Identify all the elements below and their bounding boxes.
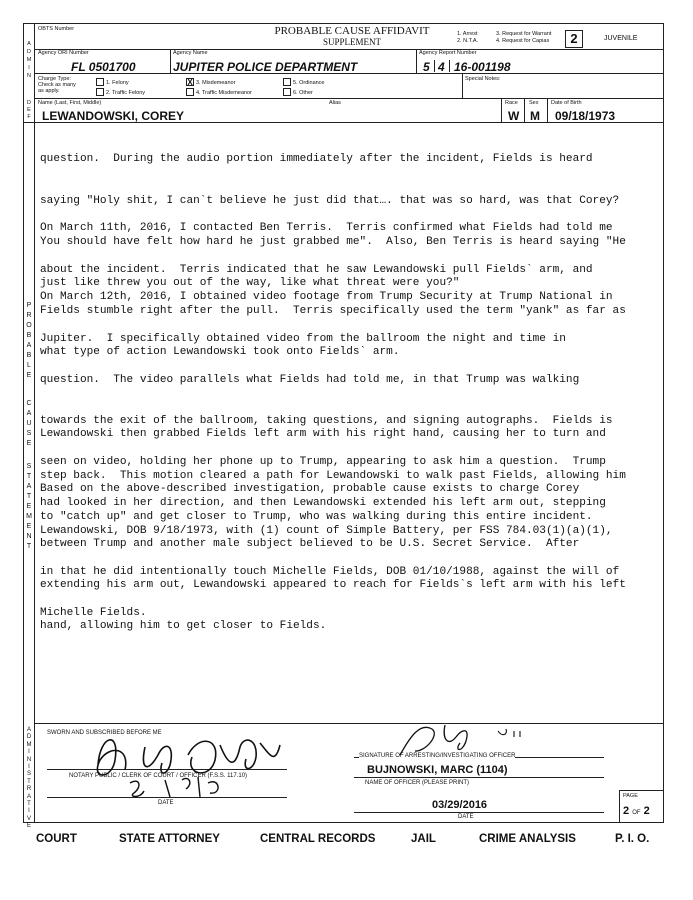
side-label-def: D E F (27, 100, 31, 120)
defendant-name: LEWANDOWSKI, COREY (42, 109, 185, 123)
officer-name-label: NAME OF OFFICER (PLEASE PRINT) (365, 780, 470, 786)
option-capias: 4. Request for Capias (496, 38, 550, 44)
page-box (619, 790, 664, 823)
narrative-line: seen on video, holding her phone up to Trump, appearing to ask him a question. Trump (40, 455, 606, 468)
officer-date-label: DATE (458, 814, 474, 820)
dob-value: 09/18/1973 (555, 109, 616, 123)
sex-label: Sex (529, 100, 539, 106)
side-label-cause: C A U S E (26, 400, 32, 447)
form-title-line2: SUPPLEMENT (322, 37, 381, 47)
side-label-admin: A D M I N (26, 41, 32, 79)
narrative-line: what type of action Lewandowski took onto Fields` arm. (40, 345, 400, 358)
traffic-misdemeanor-checkbox[interactable] (186, 88, 194, 96)
narrative-line: question. During the audio portion immediately after the incident, Fields is heard (40, 153, 593, 166)
other-checkbox[interactable] (283, 88, 291, 96)
distribution-jail: JAIL (411, 833, 436, 845)
narrative-line: Lewandowski, DOB 9/18/1973, with (1) count of Simple Battery, per FSS 784.03(1)(a)(1), (40, 524, 613, 537)
narrative-line: Based on the above-described investigation, probable cause exists to charge Corey (40, 483, 580, 496)
narrative-paragraph-5 (40, 456, 640, 634)
narrative-line: in that he did intentionally touch Michelle Fields, DOB 01/10/1988, against the will of (40, 565, 620, 578)
race-label: Race (505, 100, 518, 106)
charge-type-label-3: as apply. (38, 88, 60, 94)
traffic-misdemeanor-label: 4. Traffic Misdemeanor (196, 90, 252, 96)
narrative-line: just like threw you out of the way, like what threat were you?" (40, 276, 460, 289)
special-notes-label: Special Notes: (465, 76, 501, 82)
narrative-line: to "catch up" and get closer to Trump, who was walking during this entire incident. (40, 510, 593, 523)
charge-type-label (38, 76, 76, 94)
officer-signature-scribble (390, 717, 540, 762)
sworn-label: SWORN AND SUBSCRIBED BEFORE ME (47, 730, 162, 736)
notary-signature-scribble (70, 725, 290, 805)
charge-type-label-2: Check as many (38, 82, 76, 88)
traffic-felony-label: 2. Traffic Felony (106, 90, 146, 96)
report-number: 16-001198 (454, 60, 511, 74)
option-nta: 2. N.T.A. (457, 38, 479, 44)
sworn-date-label: DATE (158, 800, 174, 806)
narrative-line: Michelle Fields. (40, 606, 147, 619)
notary-label: NOTARY PUBLIC / CLERK OF COURT / OFFICER (F.S.S. 117.10) (69, 773, 248, 779)
narrative-line: question. The video parallels what Fields had told me, in that Trump was walking (40, 373, 580, 386)
narrative-line: about the incident. Terris indicated that he saw Lewandowski pull Fields` arm, and (40, 263, 593, 276)
side-label-probable: P R O B A B L E (26, 302, 32, 379)
narrative-line: On March 11th, 2016, I contacted Ben Terris. Terris confirmed what Fields had told me (40, 222, 613, 235)
dob-label: Date of Birth (551, 100, 582, 106)
signature-label: SIGNATURE OF ARRESTING/INVESTIGATING OFFICER (359, 753, 516, 759)
distribution-state-attorney: STATE ATTORNEY (119, 833, 220, 845)
felony-checkbox[interactable] (96, 78, 104, 86)
defendant-name-label: Name (Last, First, Middle) (38, 100, 102, 106)
narrative-line: hand, allowing him to get closer to Fields. (40, 620, 327, 633)
other-label: 6. Other (293, 90, 313, 96)
narrative-line: You should have felt how hard he just grabbed me". Also, Ben Terris is heard saying "He (40, 235, 626, 248)
report-number-label: Agency Report Number (419, 50, 477, 56)
officer-name: BUJNOWSKI, MARC (1104) (367, 764, 508, 776)
misdemeanor-label: 3. Misdemeanor (196, 80, 236, 86)
officer-date: 03/29/2016 (432, 799, 488, 811)
form-type-box: 2 (565, 30, 583, 48)
narrative-line: step back. This motion cleared a path for Lewandowski to walk past Fields, allowing him (40, 469, 626, 482)
distribution-crime-analysis: CRIME ANALYSIS (479, 833, 576, 845)
ordinance-label: 5. Ordinance (293, 80, 325, 86)
page-current: 2 (623, 805, 630, 817)
side-label-statement: S T A T E M E N T (26, 463, 32, 550)
narrative-line: Fields stumble right after the pull. Terris specifically used the term "yank" as far as (40, 304, 626, 317)
alias-label: Alias (329, 100, 341, 106)
page-total: 2 (643, 805, 650, 817)
option-arrest: 1. Arrest (457, 31, 478, 37)
form-title (252, 26, 452, 47)
juvenile-label: JUVENILE (604, 35, 638, 42)
narrative-line: had looked in her direction, and then Lewandowski extended his left arm out, stepping (40, 496, 606, 509)
distribution-central-records: CENTRAL RECORDS (260, 833, 376, 845)
option-warrant: 3. Request for Warrant (496, 31, 552, 37)
traffic-felony-checkbox[interactable] (96, 88, 104, 96)
narrative-line: between Trump and another male subject believed to be U.S. Secret Service. After (40, 538, 580, 551)
distribution-pio: P. I. O. (615, 833, 650, 845)
page-label: PAGE (623, 793, 638, 799)
obts-label: OBTS Number (38, 26, 75, 32)
narrative-line: Jupiter. I specifically obtained video from the ballroom the night and time in (40, 332, 566, 345)
form-title-line1: PROBABLE CAUSE AFFIDAVIT (274, 25, 430, 37)
report-part-b: 4 (438, 60, 445, 74)
side-label-administrative: A D M I N I S T R A T I V E (26, 727, 32, 830)
agency-name-label: Agency Name (173, 50, 208, 56)
ori-label: Agency ORI Number (38, 50, 89, 56)
narrative-line: saying "Holy shit, I can`t believe he just did that…. that was so hard, was that Corey? (40, 194, 620, 207)
sex-value: M (530, 109, 540, 123)
felony-label: 1. Felony (106, 80, 129, 86)
ordinance-checkbox[interactable] (283, 78, 291, 86)
narrative-line: extending his arm out, Lewandowski appeared to reach for Fields`s left arm with his left (40, 579, 626, 592)
report-part-a: 5 (423, 60, 430, 74)
narrative-line: towards the exit of the ballroom, taking questions, and signing autographs. Fields is (40, 414, 613, 427)
ori-number: FL 0501700 (71, 60, 136, 74)
agency-name: JUPITER POLICE DEPARTMENT (173, 60, 358, 74)
narrative-line: On March 12th, 2016, I obtained video footage from Trump Security at Trump National in (40, 291, 613, 304)
narrative-line: Lewandowski then grabbed Fields left arm with his right hand, causing her to turn and (40, 428, 606, 441)
distribution-court: COURT (36, 833, 77, 845)
charge-type-label-1: Charge Type: (38, 76, 71, 82)
page-number (623, 805, 650, 817)
misdemeanor-checkbox-checked[interactable]: X (187, 78, 193, 87)
page-of: OF (632, 810, 641, 816)
race-value: W (508, 109, 520, 123)
